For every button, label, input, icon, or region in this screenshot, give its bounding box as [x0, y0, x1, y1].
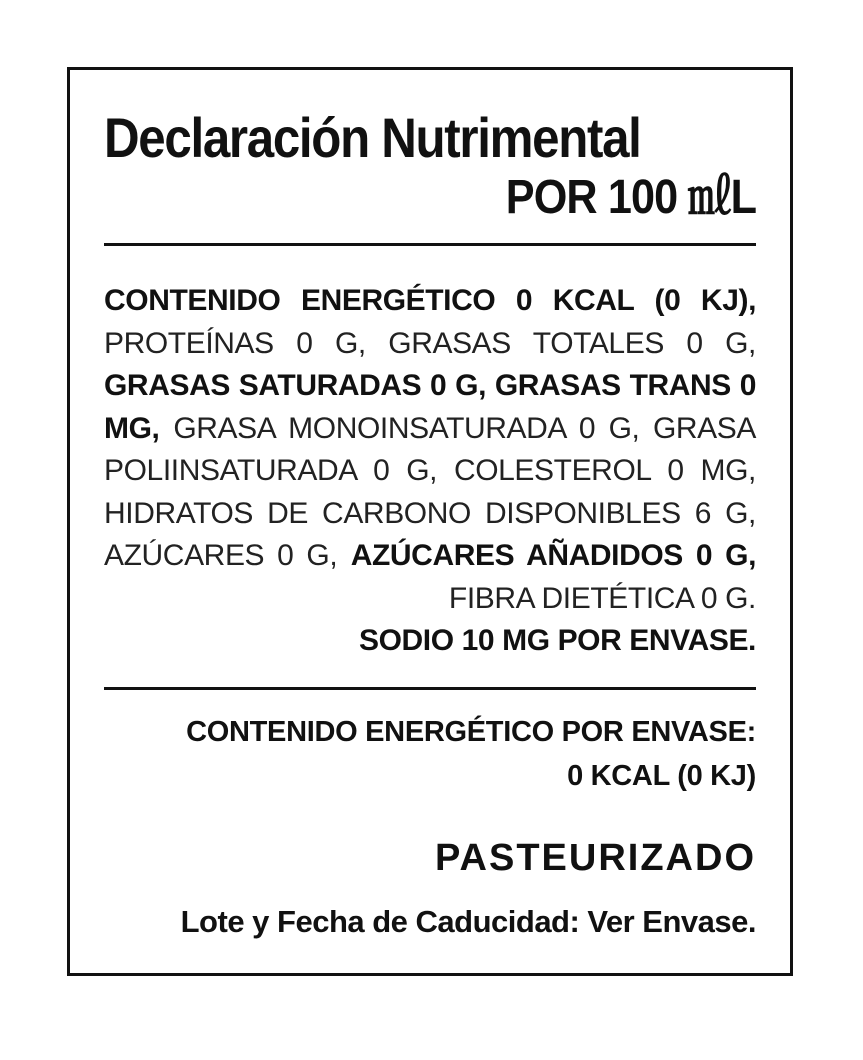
nutrient-fiber: FIBRA DIETÉTICA 0 G. [448, 581, 756, 615]
energy-per-package-label: CONTENIDO ENERGÉTICO POR ENVASE: [186, 716, 756, 748]
nutrient-energy: CONTENIDO ENERGÉTICO 0 KCAL (0 KJ), [104, 284, 756, 317]
label-title: Declaración Nutrimental [104, 106, 641, 169]
nutrient-sodium: SODIO 10 MG POR ENVASE. [358, 624, 756, 657]
nutrient-other-fats-carbs: GRASA MONOINSATURADA 0 G, GRASA POLIINSATURADA 0 G, COLESTEROL 0 MG, HIDRATOS DE CARBONO DISPONIBLES 6 G, AZÚCARES 0 G, [104, 411, 756, 572]
energy-per-package-value: 0 KCAL (0 KJ) [567, 760, 756, 792]
pasteurized-text: PASTEURIZADO [435, 837, 756, 879]
nutrient-protein-fat: PROTEÍNAS 0 G, GRASAS TOTALES 0 G, [104, 326, 756, 360]
lot-expiry-text: Lote y Fecha de Caducidad: Ver Envase. [180, 904, 756, 939]
energy-per-package [186, 710, 756, 798]
middle-divider [104, 687, 756, 690]
label-subtitle: POR 100 ㎖L [505, 171, 756, 224]
nutrition-label-frame [67, 67, 793, 976]
nutrient-saturated-trans: GRASAS SATURADAS 0 G, GRASAS TRANS 0 MG, [104, 369, 756, 445]
nutrient-facts [104, 280, 756, 663]
top-divider [104, 243, 756, 246]
nutrient-added-sugars: AZÚCARES AÑADIDOS 0 G, [350, 539, 757, 572]
